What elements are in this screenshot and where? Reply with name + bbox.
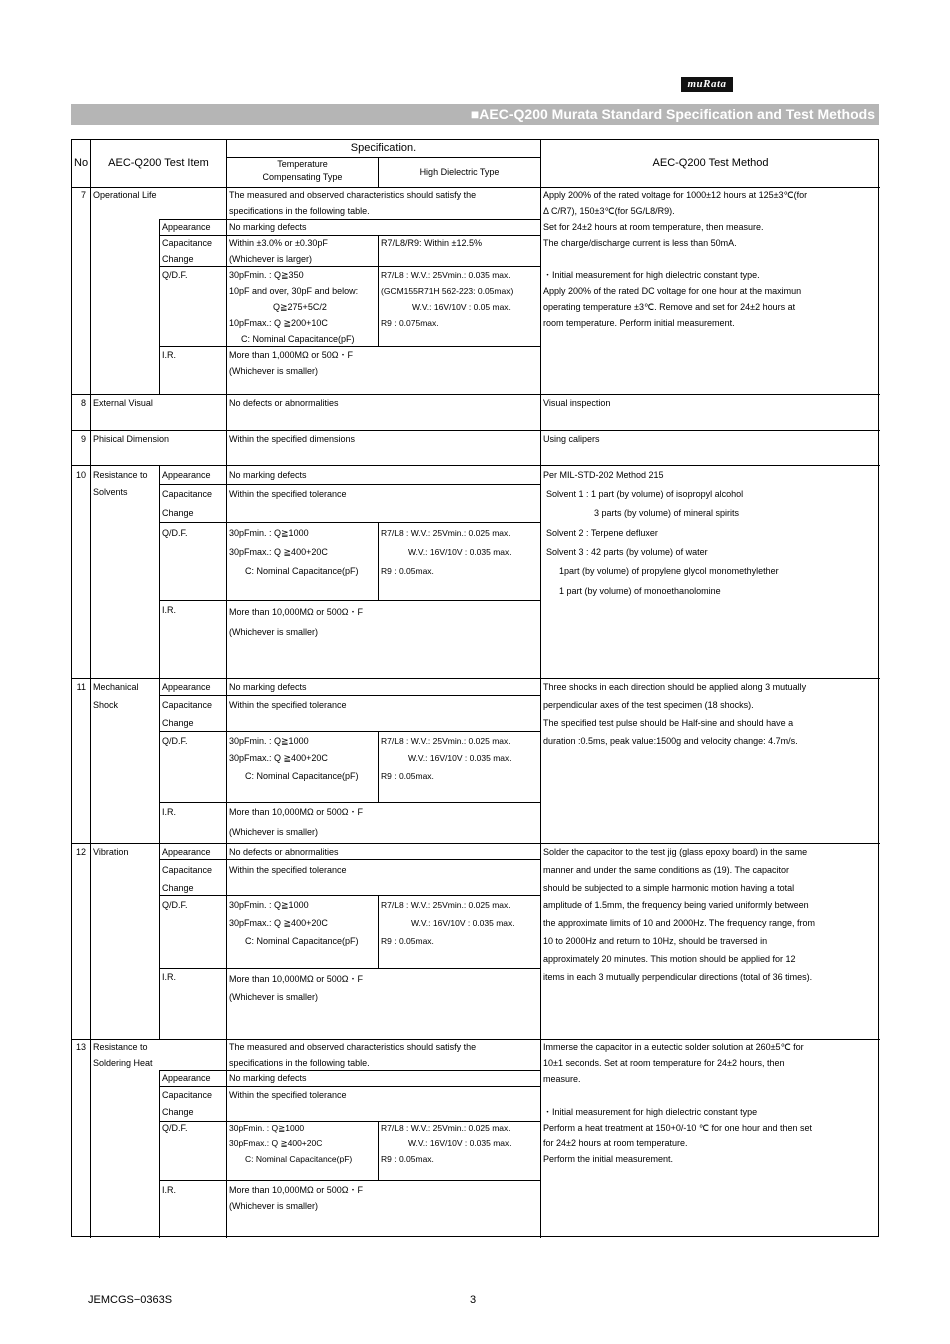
row7-method-9: room temperature. Perform initial measurement. — [543, 318, 735, 328]
row12-cap-label-2: Change — [162, 883, 194, 893]
row8-no: 8 — [80, 398, 86, 408]
header-high-dielectric: High Dielectric Type — [419, 167, 500, 177]
row11-qdf-temp-1: 30pFmin. : Q≧1000 — [229, 736, 309, 746]
row12-appearance-label: Appearance — [162, 847, 211, 857]
row10-method-2: Solvent 1 : 1 part (by volume) of isopropyl alcohol — [546, 489, 744, 499]
row10-qdf-label: Q/D.F. — [162, 528, 188, 538]
row7-qdf-high-2: (GCM155R71H 562-223: 0.05max) — [381, 286, 514, 296]
row11-ir-label: I.R. — [162, 807, 177, 817]
row13-method-7: for 24±2 hours at room temperature. — [543, 1138, 688, 1148]
row10-cap-label-2: Change — [162, 508, 194, 518]
header-test-item: AEC-Q200 Test Item — [108, 157, 209, 169]
row13-qdf-temp-2: 30pFmax.: Q ≧400+20C — [229, 1138, 323, 1148]
row8-item: External Visual — [93, 398, 153, 408]
row12-qdf-temp-3: C: Nominal Capacitance(pF) — [245, 936, 359, 946]
row10-method-7: 1 part (by volume) of monoethanolomine — [559, 586, 721, 596]
row13-method-6: Perform a heat treatment at 150+0/-10 ℃ for one hour and then set — [543, 1123, 813, 1133]
row10-method-6: 1part (by volume) of propylene glycol monomethylether — [559, 566, 779, 576]
row13-ir-value-1: More than 10,000MΩ or 500Ω・F — [229, 1185, 364, 1195]
row12-cap-value: Within the specified tolerance — [229, 865, 347, 875]
row12-item: Vibration — [93, 847, 129, 857]
row7-item: Operational Life — [93, 190, 157, 200]
spec-table — [71, 139, 879, 1237]
row11-item-2: Shock — [93, 700, 119, 710]
row12-method-5: the approximate limits of 10 and 2000Hz. The frequency range, from — [543, 918, 815, 928]
row11-appearance-value: No marking defects — [229, 682, 307, 692]
row7-qdf-high-3: W.V.: 16V/10V : 0.05 max. — [412, 302, 511, 312]
row13-intro-2: specifications in the following table. — [229, 1058, 370, 1068]
row13-appearance-label: Appearance — [162, 1073, 211, 1083]
row12-ir-value-2: (Whichever is smaller) — [229, 992, 319, 1002]
row13-method-2: 10±1 seconds. Set at room temperature for 24±2 hours, then — [543, 1058, 785, 1068]
row7-ir-value-2: (Whichever is smaller) — [229, 366, 319, 376]
row12-ir-value-1: More than 10,000MΩ or 500Ω・F — [229, 974, 364, 984]
row13-qdf-temp-1: 30pFmin. : Q≧1000 — [229, 1123, 305, 1133]
section-banner — [71, 104, 879, 125]
row13-cap-label-2: Change — [162, 1107, 194, 1117]
row8-spec: No defects or abnormalities — [229, 398, 339, 408]
row11-item-1: Mechanical — [93, 682, 139, 692]
footer-page-number: 3 — [470, 1294, 477, 1306]
header-temp-comp-2: Compensating Type — [262, 172, 343, 182]
row7-ir-label: I.R. — [162, 350, 177, 360]
row11-qdf-high-2: W.V.: 16V/10V : 0.035 max. — [408, 753, 512, 763]
header-test-method: AEC-Q200 Test Method — [652, 157, 769, 169]
row11-qdf-high-3: R9 : 0.05max. — [381, 771, 434, 781]
row7-method-6: ・Initial measurement for high dielectric constant type. — [543, 270, 760, 280]
header-temp-comp-1: Temperature — [277, 159, 328, 169]
row10-qdf-high-3: R9 : 0.05max. — [381, 566, 434, 576]
row12-qdf-high-2: W.V.: 16V/10V : 0.035 max. — [411, 918, 515, 928]
row11-qdf-temp-2: 30pFmax.: Q ≧400+20C — [229, 753, 328, 763]
row12-method-6: 10 to 2000Hz and return to 10Hz, should be traversed in — [543, 936, 768, 946]
row13-qdf-label: Q/D.F. — [162, 1123, 188, 1133]
row11-qdf-temp-3: C: Nominal Capacitance(pF) — [245, 771, 359, 781]
row7-no: 7 — [80, 190, 86, 200]
row12-appearance-value: No defects or abnormalities — [229, 847, 339, 857]
row7-qdf-temp-3: Q≧275+5C/2 — [273, 302, 327, 312]
row11-no: 11 — [76, 682, 86, 692]
row10-ir-label: I.R. — [162, 605, 177, 615]
row7-intro-2: specifications in the following table. — [229, 206, 370, 216]
row11-method-1: Three shocks in each direction should be applied along 3 mutually — [543, 682, 807, 692]
row9-item: Phisical Dimension — [93, 434, 170, 444]
row13-appearance-value: No marking defects — [229, 1073, 307, 1083]
row13-qdf-high-3: R9 : 0.05max. — [381, 1154, 434, 1164]
row7-method-1: Apply 200% of the rated voltage for 1000±12 hours at 125±3℃(for — [543, 190, 808, 200]
row10-item-1: Resistance to — [93, 470, 148, 480]
row7-qdf-temp-2: 10pF and over, 30pF and below: — [229, 286, 359, 296]
row7-ir-value-1: More than 1,000MΩ or 50Ω・F — [229, 350, 354, 360]
row9-method: Using calipers — [543, 434, 600, 444]
row10-appearance-label: Appearance — [162, 470, 211, 480]
row12-qdf-high-3: R9 : 0.05max. — [381, 936, 434, 946]
row11-qdf-high-1: R7/L8 : W.V.: 25Vmin.: 0.025 max. — [381, 736, 511, 746]
row12-method-2: manner and under the same conditions as (19). The capacitor — [543, 865, 789, 875]
row7-method-3: Set for 24±2 hours at room temperature, then measure. — [543, 222, 764, 232]
row7-appearance-value: No marking defects — [229, 222, 307, 232]
row7-cap-label-2: Change — [162, 254, 194, 264]
row10-appearance-value: No marking defects — [229, 470, 307, 480]
row10-ir-value-2: (Whichever is smaller) — [229, 627, 319, 637]
row12-method-3: should be subjected to a simple harmonic motion having a total — [543, 883, 795, 893]
murata-logo: muRata — [681, 77, 733, 92]
row13-method-3: measure. — [543, 1074, 581, 1084]
footer-doc-code: JEMCGS−0363S — [88, 1294, 173, 1306]
row10-qdf-temp-3: C: Nominal Capacitance(pF) — [245, 566, 359, 576]
row10-method-4: Solvent 2 : Terpene defluxer — [546, 528, 658, 538]
row12-qdf-high-1: R7/L8 : W.V.: 25Vmin.: 0.025 max. — [381, 900, 511, 910]
row8-method: Visual inspection — [543, 398, 611, 408]
row7-qdf-high-4: R9 : 0.075max. — [381, 318, 439, 328]
row7-intro-1: The measured and observed characteristics should satisfy the — [229, 190, 477, 200]
row11-ir-value-1: More than 10,000MΩ or 500Ω・F — [229, 807, 364, 817]
row7-method-8: operating temperature ±3℃. Remove and set for 24±2 hours at — [543, 302, 796, 312]
row13-qdf-high-1: R7/L8 : W.V.: 25Vmin.: 0.025 max. — [381, 1123, 511, 1133]
row10-method-5: Solvent 3 : 42 parts (by volume) of water — [546, 547, 708, 557]
row12-qdf-temp-1: 30pFmin. : Q≧1000 — [229, 900, 309, 910]
row11-cap-label-1: Capacitance — [162, 700, 213, 710]
row10-qdf-high-2: W.V.: 16V/10V : 0.035 max. — [408, 547, 512, 557]
row11-qdf-label: Q/D.F. — [162, 736, 188, 746]
row7-qdf-temp-1: 30pFmin. : Q≧350 — [229, 270, 304, 280]
row7-qdf-label: Q/D.F. — [162, 270, 188, 280]
row7-qdf-temp-4: 10pFmax.: Q ≧200+10C — [229, 318, 328, 328]
row11-cap-label-2: Change — [162, 718, 194, 728]
row13-item-2: Soldering Heat — [93, 1058, 153, 1068]
row12-cap-label-1: Capacitance — [162, 865, 213, 875]
row9-spec: Within the specified dimensions — [229, 434, 356, 444]
row13-intro-1: The measured and observed characteristics should satisfy the — [229, 1042, 477, 1052]
row12-ir-label: I.R. — [162, 972, 177, 982]
row7-qdf-high-1: R7/L8 : W.V.: 25Vmin.: 0.035 max. — [381, 270, 511, 280]
row11-cap-value: Within the specified tolerance — [229, 700, 347, 710]
row7-method-4: The charge/discharge current is less than 50mA. — [543, 238, 737, 248]
banner-title: ■AEC-Q200 Murata Standard Specification and Test Methods — [470, 106, 875, 122]
row7-appearance-label: Appearance — [162, 222, 211, 232]
row10-cap-label-1: Capacitance — [162, 489, 213, 499]
row11-method-3: The specified test pulse should be Half-sine and should have a — [543, 718, 794, 728]
header-specification: Specification. — [350, 142, 417, 154]
row10-qdf-temp-1: 30pFmin. : Q≧1000 — [229, 528, 309, 538]
row12-qdf-label: Q/D.F. — [162, 900, 188, 910]
row13-ir-value-2: (Whichever is smaller) — [229, 1201, 319, 1211]
row13-qdf-temp-3: C: Nominal Capacitance(pF) — [245, 1154, 353, 1164]
row11-ir-value-2: (Whichever is smaller) — [229, 827, 319, 837]
row12-method-7: approximately 20 minutes. This motion should be applied for 12 — [543, 954, 796, 964]
row12-qdf-temp-2: 30pFmax.: Q ≧400+20C — [229, 918, 328, 928]
row13-ir-label: I.R. — [162, 1185, 177, 1195]
row13-qdf-high-2: W.V.: 16V/10V : 0.035 max. — [408, 1138, 512, 1148]
row13-method-1: Immerse the capacitor in a eutectic solder solution at 260±5℃ for — [543, 1042, 804, 1052]
row10-ir-value-1: More than 10,000MΩ or 500Ω・F — [229, 607, 364, 617]
row7-method-2: Δ C/R7), 150±3℃(for 5G/L8/R9). — [543, 206, 675, 216]
row13-method-5: ・Initial measurement for high dielectric constant type — [543, 1107, 758, 1117]
row11-method-4: duration :0.5ms, peak value:1500g and velocity change: 4.7m/s. — [543, 736, 798, 746]
row7-qdf-temp-5: C: Nominal Capacitance(pF) — [241, 334, 355, 344]
header-no: No — [74, 157, 89, 169]
row10-qdf-high-1: R7/L8 : W.V.: 25Vmin.: 0.025 max. — [381, 528, 511, 538]
row12-method-1: Solder the capacitor to the test jig (glass epoxy board) in the same — [543, 847, 808, 857]
row7-cap-temp-1: Within ±3.0% or ±0.30pF — [229, 238, 328, 248]
row10-method-1: Per MIL-STD-202 Method 215 — [543, 470, 664, 480]
row10-no: 10 — [75, 470, 86, 480]
row12-method-4: amplitude of 1.5mm, the frequency being varied uniformly between — [543, 900, 809, 910]
row13-item-1: Resistance to — [93, 1042, 148, 1052]
row11-method-2: perpendicular axes of the test specimen (18 shocks). — [543, 700, 754, 710]
row10-cap-value: Within the specified tolerance — [229, 489, 347, 499]
row7-cap-temp-2: (Whichever is larger) — [229, 254, 313, 264]
row10-qdf-temp-2: 30pFmax.: Q ≧400+20C — [229, 547, 328, 557]
row13-no: 13 — [75, 1042, 86, 1052]
row10-method-3: 3 parts (by volume) of mineral spirits — [594, 508, 740, 518]
row13-cap-value: Within the specified tolerance — [229, 1090, 347, 1100]
row7-cap-label-1: Capacitance — [162, 238, 213, 248]
row12-method-8: items in each 3 mutually perpendicular directions (total of 36 times). — [543, 972, 813, 982]
row9-no: 9 — [80, 434, 86, 444]
row10-item-2: Solvents — [93, 487, 128, 497]
row13-method-8: Perform the initial measurement. — [543, 1154, 674, 1164]
row12-no: 12 — [75, 847, 86, 857]
row7-cap-high: R7/L8/R9: Within ±12.5% — [381, 238, 482, 248]
row7-method-7: Apply 200% of the rated DC voltage for one hour at the maximun — [543, 286, 802, 296]
row13-cap-label-1: Capacitance — [162, 1090, 213, 1100]
row11-appearance-label: Appearance — [162, 682, 211, 692]
